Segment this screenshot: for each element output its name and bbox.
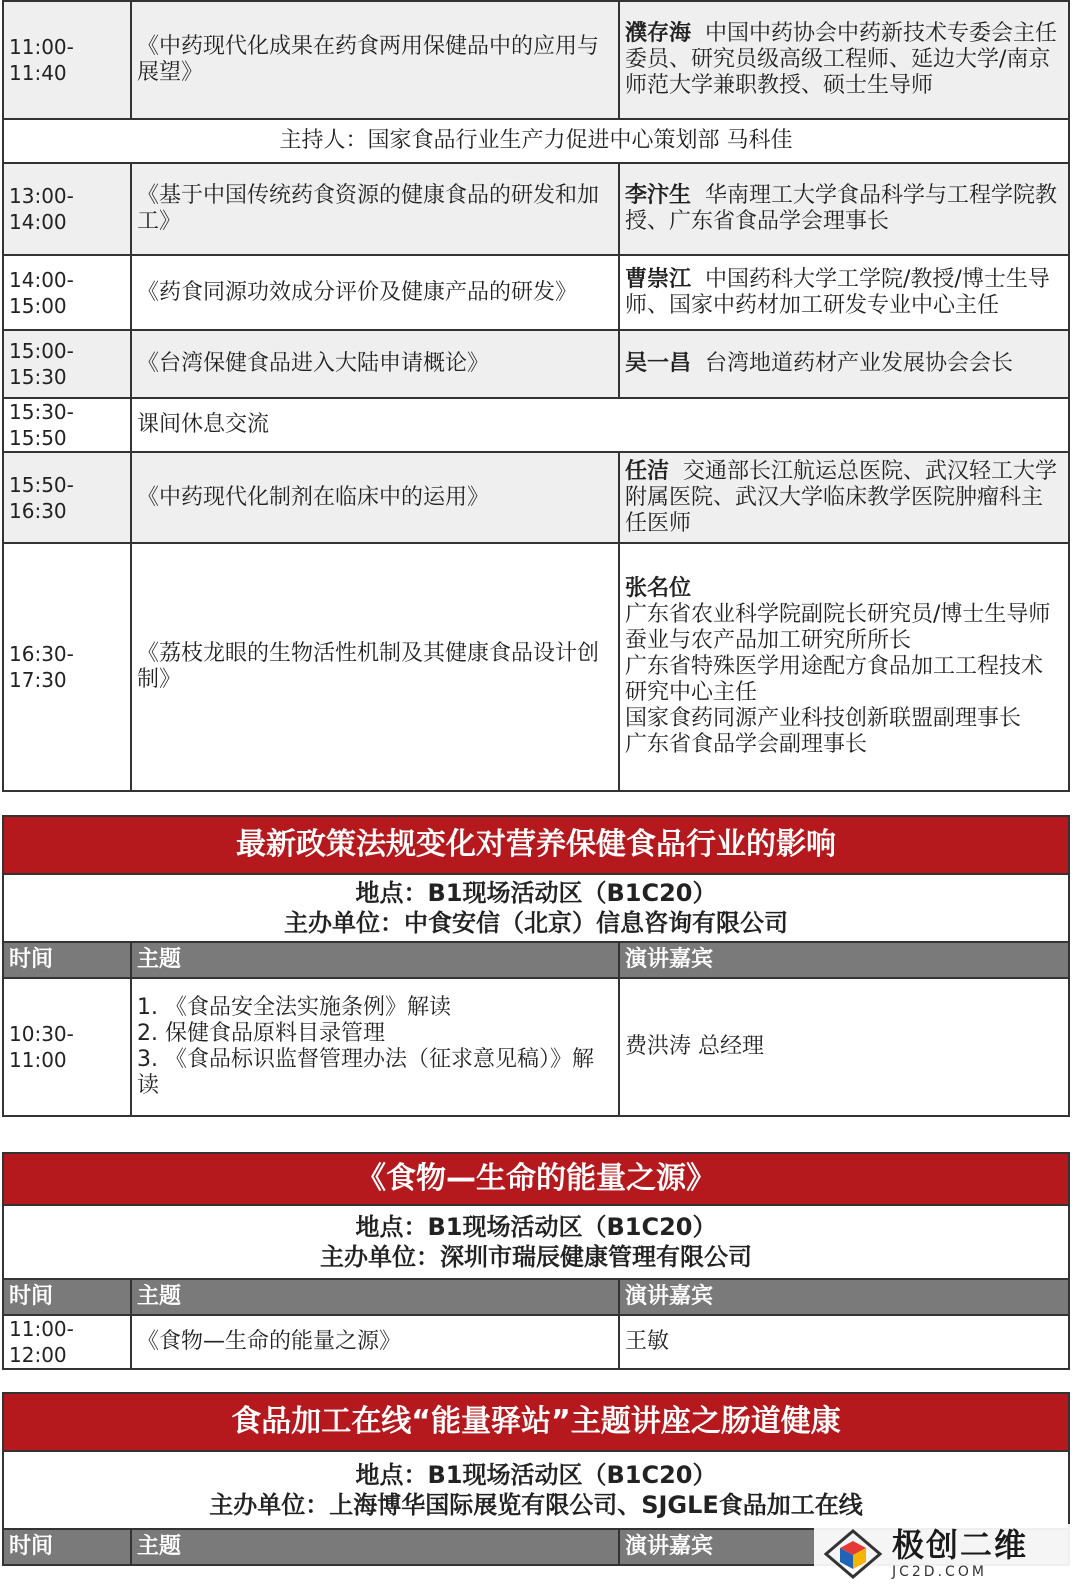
header-time: 时间 <box>3 1279 131 1315</box>
speaker-desc: 台湾地道药材产业发展协会会长 <box>705 351 1014 376</box>
table-row <box>3 255 1069 330</box>
table-row <box>3 163 1069 255</box>
speaker-cell <box>619 255 1069 330</box>
table-row <box>3 330 1069 398</box>
speaker-line: 广东省食品学会副理事长 <box>625 732 868 757</box>
schedule-table-1 <box>2 0 1070 792</box>
header-speaker: 演讲嘉宾 <box>619 1529 1069 1565</box>
session-info <box>3 874 1069 942</box>
topic-cell: 《食物—生命的能量之源》 <box>131 1315 619 1369</box>
speaker-cell <box>619 163 1069 255</box>
speaker-desc: 中国中药协会中药新技术专委会主任委员、研究员级高级工程师、延边大学/南京师范大学兼职教授、硕士生导师 <box>625 21 1058 98</box>
speaker-cell <box>619 1 1069 119</box>
time-cell: 11:00-11:40 <box>3 1 131 119</box>
session-organizer: 主办单位：深圳市瑞辰健康管理有限公司 <box>320 1243 752 1271</box>
time-cell: 15:00-15:30 <box>3 330 131 398</box>
session-info-cell <box>3 874 1069 942</box>
speaker-desc: 华南理工大学食品科学与工程学院教授、广东省食品学会理事长 <box>625 183 1058 234</box>
topic-cell: 《中药现代化制剂在临床中的运用》 <box>131 452 619 543</box>
speaker-desc: 交通部长江航运总医院、武汉轻工大学附属医院、武汉大学临床教学医院肿瘤科主任医师 <box>625 458 1058 536</box>
header-row <box>3 942 1069 978</box>
topic-line: 3. 《食品标识监督管理办法（征求意见稿）》解读 <box>137 1047 594 1098</box>
watermark-brand-en: JC2D.COM <box>892 1564 987 1580</box>
session-location: 地点：B1现场活动区（B1C20） <box>355 879 717 907</box>
speaker-line: 广东省农业科学院副院长研究员/博士生导师 <box>625 602 1051 627</box>
speaker-name: 吴一昌 <box>625 351 692 376</box>
topic-line: 2. 保健食品原料目录管理 <box>137 1021 385 1046</box>
time-cell: 11:00-12:00 <box>3 1315 131 1369</box>
session-table-3 <box>2 1152 1070 1370</box>
header-topic: 主题 <box>131 942 619 978</box>
session-info-cell <box>3 1451 1069 1529</box>
watermark-brand-cn: 极创二维 <box>892 1526 1029 1564</box>
topic-line: 1. 《食品安全法实施条例》解读 <box>137 995 451 1020</box>
session-title-bar <box>3 1153 1069 1205</box>
header-speaker: 演讲嘉宾 <box>619 1279 1069 1315</box>
session-organizer: 主办单位：上海博华国际展览有限公司、SJGLE食品加工在线 <box>209 1491 863 1519</box>
header-topic: 主题 <box>131 1529 619 1565</box>
session-title-bar <box>3 816 1069 874</box>
table-row <box>3 1315 1069 1369</box>
session-table-2 <box>2 815 1070 1117</box>
time-cell: 13:00-14:00 <box>3 163 131 255</box>
speaker-cell <box>619 452 1069 543</box>
table-row <box>3 978 1069 1116</box>
watermark-text <box>892 1526 1029 1580</box>
header-time: 时间 <box>3 942 131 978</box>
speaker-line: 国家食药同源产业科技创新联盟副理事长 <box>625 706 1022 731</box>
topic-cell: 《台湾保健食品进入大陆申请概论》 <box>131 330 619 398</box>
session-info <box>3 1451 1069 1529</box>
speaker-name: 张名位 <box>625 576 692 601</box>
speaker-line: 广东省特殊医学用途配方食品加工工程技术研究中心主任 <box>625 654 1044 705</box>
table-row <box>3 398 1069 452</box>
header-topic: 主题 <box>131 1279 619 1315</box>
speaker-desc: 中国药科大学工学院/教授/博士生导师、国家中药材加工研发专业中心主任 <box>625 266 1050 318</box>
speaker-line: 蚕业与农产品加工研究所所长 <box>625 628 912 653</box>
topic-cell: 《基于中国传统药食资源的健康食品的研发和加工》 <box>131 163 619 255</box>
watermark <box>814 1524 1074 1584</box>
session-title: 最新政策法规变化对营养保健食品行业的影响 <box>3 816 1069 874</box>
session-title-bar <box>3 1393 1069 1451</box>
session-location: 地点：B1现场活动区（B1C20） <box>355 1213 717 1241</box>
session-info-cell <box>3 1205 1069 1279</box>
break-cell: 课间休息交流 <box>131 398 1069 452</box>
topic-cell: 《药食同源功效成分评价及健康产品的研发》 <box>131 255 619 330</box>
time-cell: 10:30-11:00 <box>3 978 131 1116</box>
cube-logo-icon <box>822 1529 884 1579</box>
table-row <box>3 1 1069 119</box>
speaker-cell <box>619 543 1069 791</box>
session-info <box>3 1205 1069 1279</box>
speaker-name: 濮存海 <box>625 21 692 46</box>
session-title: 食品加工在线“能量驿站”主题讲座之肠道健康 <box>3 1393 1069 1451</box>
time-cell: 15:30-15:50 <box>3 398 131 452</box>
header-time: 时间 <box>3 1529 131 1565</box>
speaker-cell: 费洪涛 总经理 <box>619 978 1069 1116</box>
speaker-name: 李汴生 <box>625 183 692 208</box>
table-row <box>3 452 1069 543</box>
topic-cell <box>131 978 619 1116</box>
session-title: 《食物—生命的能量之源》 <box>3 1153 1069 1205</box>
topic-cell: 《荔枝龙眼的生物活性机制及其健康食品设计创制》 <box>131 543 619 791</box>
host-cell: 主持人：国家食品行业生产力促进中心策划部 马科佳 <box>3 119 1069 163</box>
topic-cell: 《中药现代化成果在药食两用保健品中的应用与展望》 <box>131 1 619 119</box>
session-location: 地点：B1现场活动区（B1C20） <box>355 1461 717 1489</box>
time-cell: 16:30-17:30 <box>3 543 131 791</box>
speaker-name: 曹崇江 <box>625 266 692 292</box>
table-row <box>3 543 1069 791</box>
table-row <box>3 119 1069 163</box>
time-cell: 15:50-16:30 <box>3 452 131 543</box>
speaker-cell <box>619 330 1069 398</box>
speaker-cell: 王敏 <box>619 1315 1069 1369</box>
speaker-name: 任洁 <box>625 458 670 484</box>
header-row <box>3 1279 1069 1315</box>
header-speaker: 演讲嘉宾 <box>619 942 1069 978</box>
session-organizer: 主办单位：中食安信（北京）信息咨询有限公司 <box>284 909 788 937</box>
time-cell: 14:00-15:00 <box>3 255 131 330</box>
